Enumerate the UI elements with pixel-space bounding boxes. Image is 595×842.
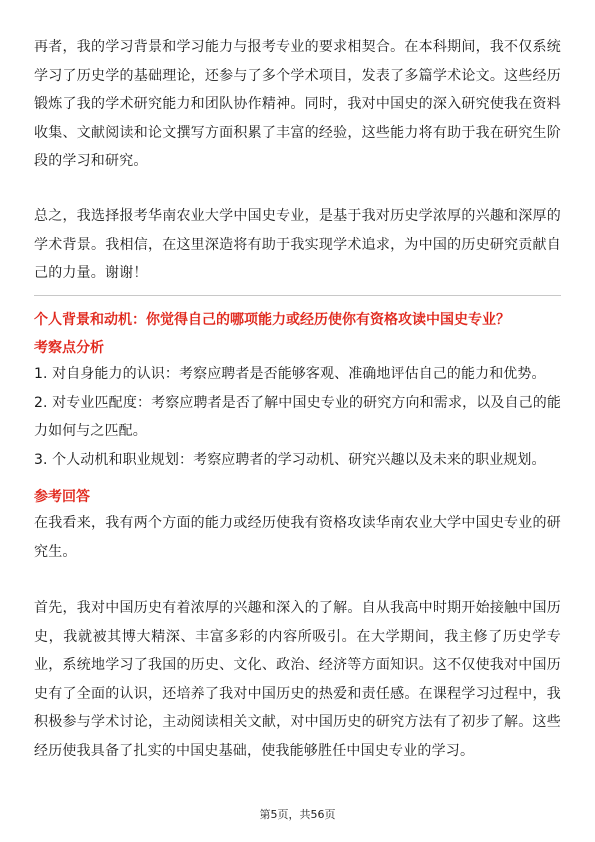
body-paragraph: 总之，我选择报考华南农业大学中国史专业，是基于我对历史学浓厚的兴趣和深厚的学术背景。我相信，在这里深造将有助于我实现学术追求，为中国的历史研究贡献自己的力量。谢谢！ (34, 208, 561, 281)
answer-heading: 参考回答 (34, 489, 90, 505)
list-item: 1. 对自身能力的认识：考察应聘者是否能够客观、准确地评估自己的能力和优势。 (34, 366, 546, 382)
body-paragraph: 再者，我的学习背景和学习能力与报考专业的要求相契合。在本科期间，我不仅系统学习了历史学的基础理论，还参与了多个学术项目，发表了多篇学术论文。这些经历锻炼了我的学术研究能力和团队协作精神。同时，我对中国史的深入研究使我在资料收集、文献阅读和论文撰写方面积累了丰富的经验，这些能力将有助于我在研究生阶段的学习和研究。 (34, 39, 561, 169)
question-title: 个人背景和动机：你觉得自己的哪项能力或经历使你有资格攻读中国史专业？ (34, 312, 510, 328)
list-item: 2. 对专业匹配度：考察应聘者是否了解中国史专业的研究方向和需求，以及自己的能力如何与之匹配。 (34, 394, 561, 439)
answer-paragraph: 在我看来，我有两个方面的能力或经历使我有资格攻读华南农业大学中国史专业的研究生。 (34, 515, 561, 560)
analysis-list (34, 360, 561, 474)
page-number: 第5页，共56页 (259, 808, 336, 821)
list-item: 3. 个人动机和职业规划：考察应聘者的学习动机、研究兴趣以及未来的职业规划。 (34, 451, 546, 468)
section-divider (34, 295, 561, 296)
answer-paragraph: 首先，我对中国历史有着浓厚的兴趣和深入的了解。自从我高中时期开始接触中国历史，我就被其博大精深、丰富多彩的内容所吸引。在大学期间，我主修了历史学专业，系统地学习了我国的历史、文化、政治、经济等方面知识。这不仅使我对中国历史有了全面的认识，还培养了我对中国历史的热爱和责任感。在课程学习过程中，我积极参与学术讨论，主动阅读相关文献，对中国历史的研究方法有了初步了解。这些经历使我具备了扎实的中国史基础，使我能够胜任中国史专业的学习。 (34, 600, 561, 759)
analysis-heading: 考察点分析 (34, 340, 104, 356)
